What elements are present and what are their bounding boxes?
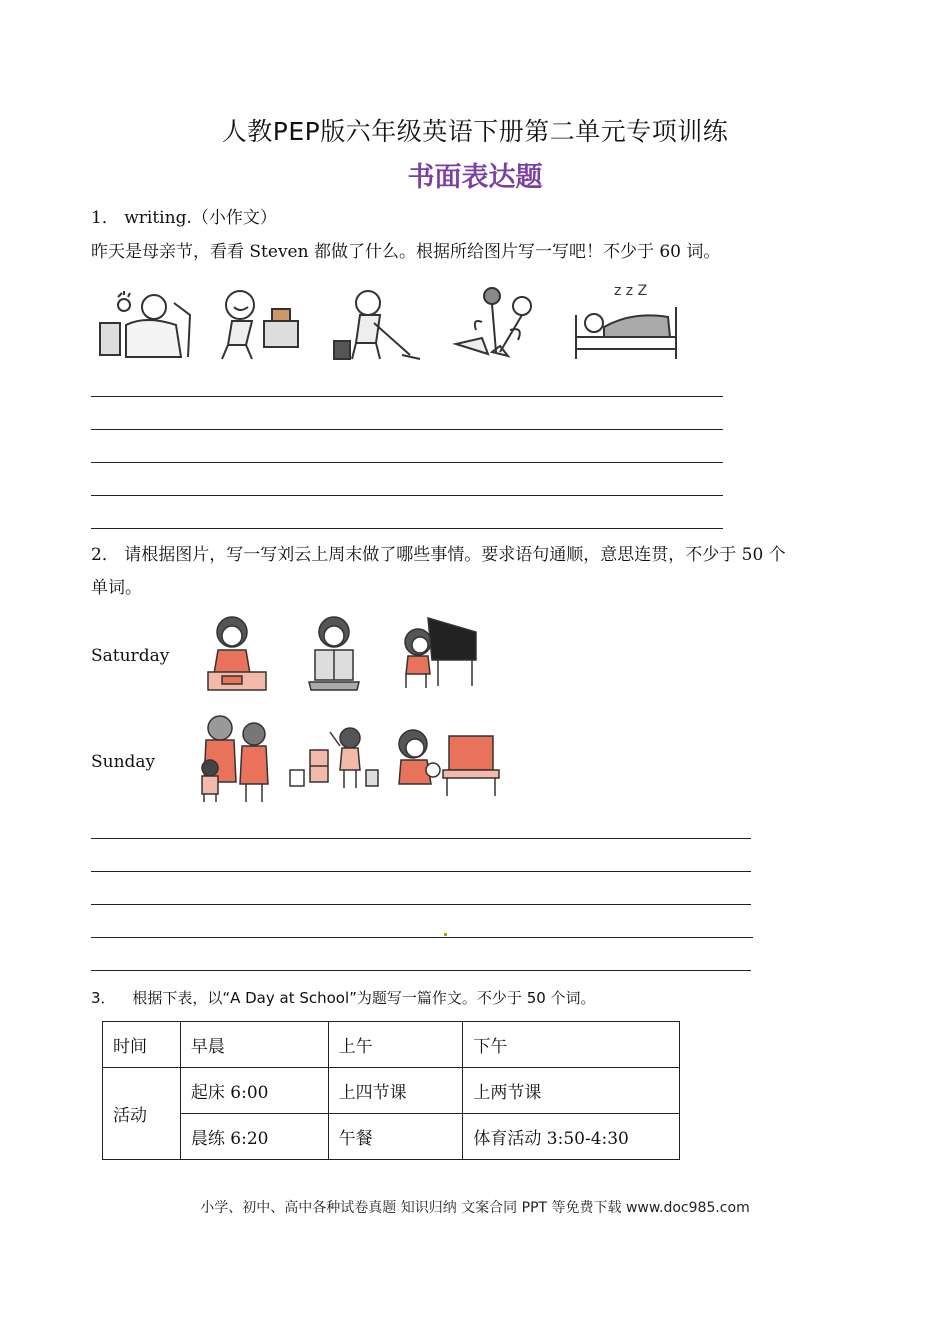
saturday-label: Saturday — [91, 646, 170, 666]
answer-line[interactable] — [91, 429, 723, 430]
sunday-label: Sunday — [91, 752, 156, 772]
table-cell: 上两节课 — [463, 1068, 680, 1114]
q3-number: 3． — [91, 989, 116, 1007]
watching-tv-icon — [393, 724, 505, 800]
table-row-label: 活动 — [103, 1068, 181, 1160]
answer-line[interactable] — [91, 838, 751, 839]
answer-line[interactable] — [91, 528, 723, 529]
q1-heading — [91, 207, 277, 229]
footer-text: 小学、初中、高中各种试卷真题 知识归纳 文案合同 PPT 等免费下载 www.doc985.com — [200, 1200, 750, 1216]
table-cell: 起床 6:00 — [180, 1068, 328, 1114]
visiting-grandparents-icon — [190, 712, 284, 804]
cleaning-room-icon — [286, 724, 382, 794]
table-cell: 体育活动 3:50-4:30 — [463, 1114, 680, 1160]
page-subtitle: 书面表达题 — [407, 162, 543, 193]
q1-prompt: 昨天是母亲节，看看 Steven 都做了什么。根据所给图片写一写吧！不少于 60 词。 — [91, 242, 721, 262]
table-row — [103, 1068, 680, 1114]
q1-title: writing.（小作文） — [124, 208, 277, 228]
table-row — [103, 1022, 680, 1068]
answer-line[interactable] — [91, 871, 751, 872]
q2-prompt-line2: 单词。 — [91, 578, 142, 598]
mopping-floor-icon — [330, 283, 425, 363]
piano-icon — [398, 612, 480, 692]
table-cell: 晨练 6:20 — [180, 1114, 328, 1160]
table-header-cell: 上午 — [328, 1022, 463, 1068]
table-row — [103, 1114, 680, 1160]
q2-number: 2． — [91, 545, 119, 565]
reading-icon — [303, 610, 365, 694]
q2-prompt-line1: 请根据图片，写一写刘云上周末做了哪些事情。要求语句通顺，意思连贯，不少于 50 个 — [124, 545, 786, 565]
page-title: 人教PEP版六年级英语下册第二单元专项训练 — [221, 117, 729, 146]
schedule-table — [102, 1021, 680, 1160]
q3-prompt — [91, 987, 596, 1009]
flowers-icon — [452, 282, 547, 362]
table-header-cell: 时间 — [103, 1022, 181, 1068]
q2-prompt — [91, 544, 786, 566]
table-cell: 午餐 — [328, 1114, 463, 1160]
q3-prompt-text: 根据下表，以“A Day at School”为题写一篇作文。不少于 50 个词。 — [132, 989, 596, 1007]
answer-line[interactable] — [91, 904, 751, 905]
carrying-basket-icon — [212, 283, 307, 363]
answer-line[interactable] — [91, 396, 723, 397]
breakfast-in-bed-icon — [96, 285, 196, 363]
table-header-cell: 下午 — [463, 1022, 680, 1068]
answer-line[interactable] — [91, 970, 751, 971]
sleeping-icon — [572, 277, 682, 363]
table-header-cell: 早晨 — [180, 1022, 328, 1068]
table-cell: 上四节课 — [328, 1068, 463, 1114]
stray-dot — [444, 933, 447, 936]
q1-number: 1． — [91, 208, 119, 228]
svg-text:z z Z: z z Z — [614, 283, 648, 299]
answer-line[interactable] — [91, 937, 753, 938]
drawing-icon — [200, 610, 272, 694]
answer-line[interactable] — [91, 462, 723, 463]
answer-line[interactable] — [91, 495, 723, 496]
